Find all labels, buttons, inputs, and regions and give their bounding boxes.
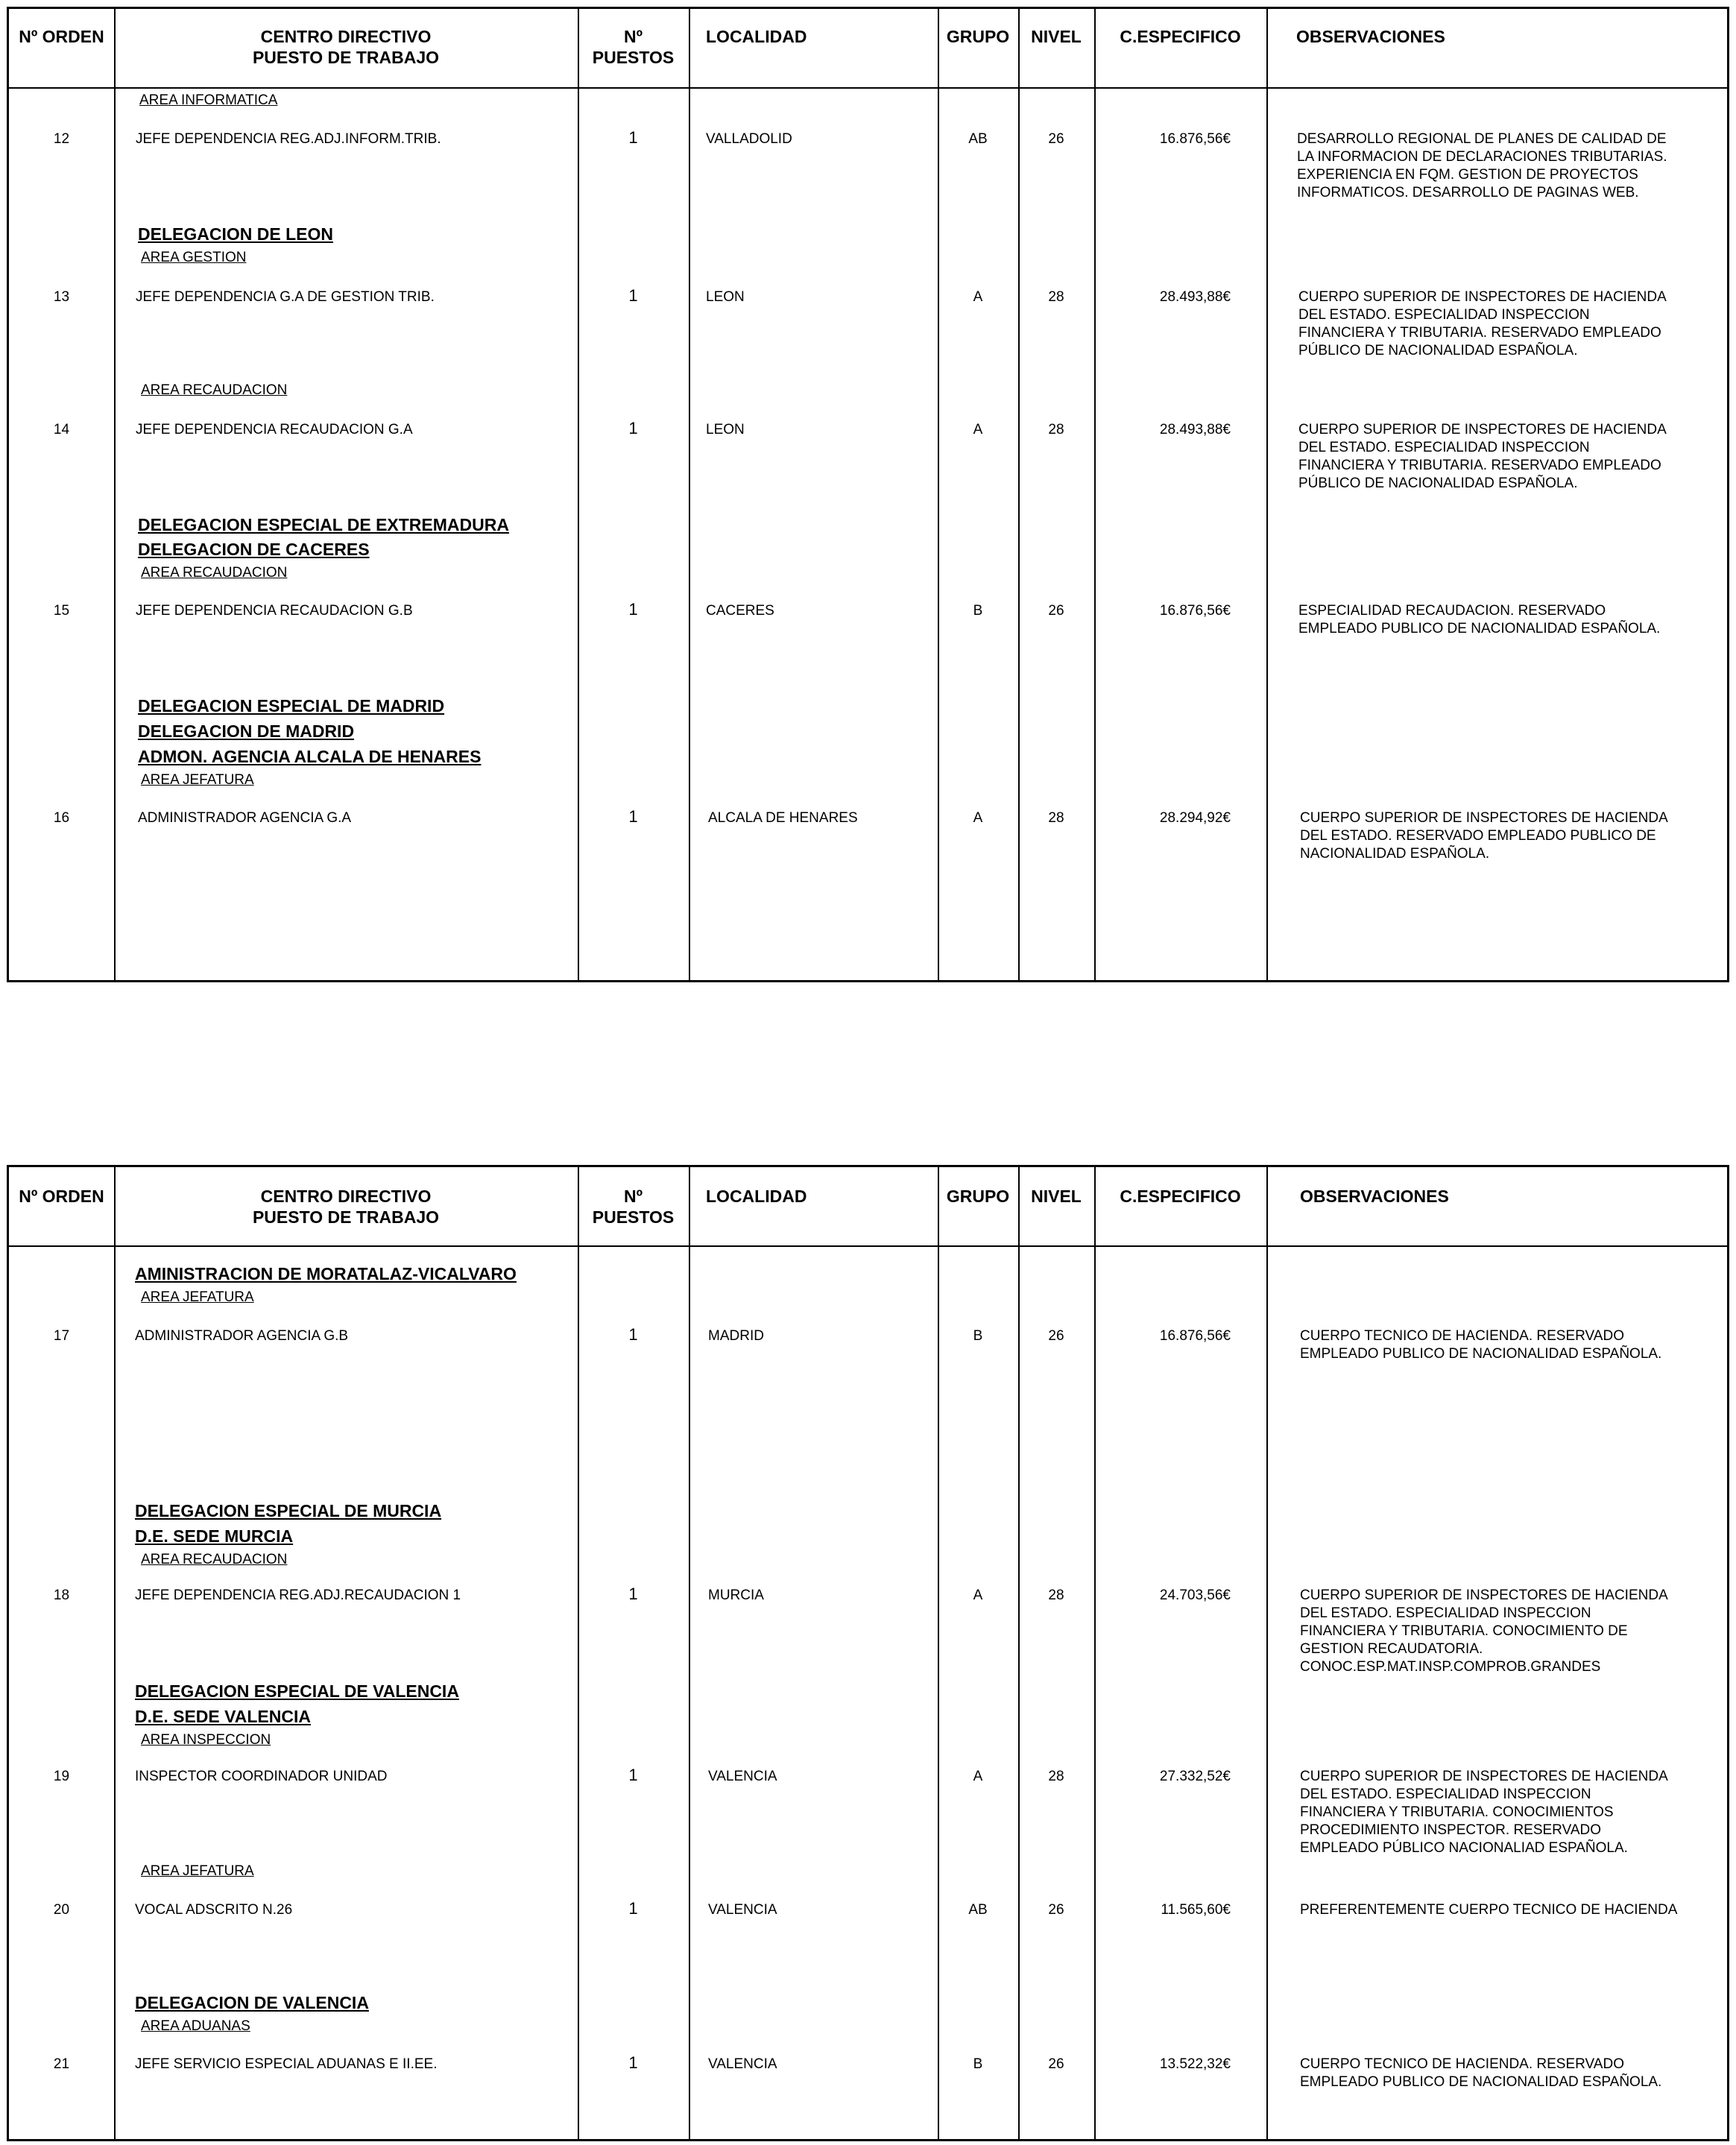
row-puesto: JEFE DEPENDENCIA RECAUDACION G.B xyxy=(136,603,413,619)
row-grupo: A xyxy=(973,422,983,437)
row-nivel: 26 xyxy=(1048,1902,1064,1918)
row-puesto: JEFE DEPENDENCIA RECAUDACION G.A xyxy=(136,422,413,437)
row-puesto: ADMINISTRADOR AGENCIA G.B xyxy=(135,1328,349,1344)
row-grupo: B xyxy=(973,603,983,619)
row-localidad: VALENCIA xyxy=(708,2056,777,2072)
section-title: DELEGACION ESPECIAL DE MURCIA xyxy=(135,1501,442,1520)
header-centro-directivo: CENTRO DIRECTIVO xyxy=(260,1187,432,1206)
header-grupo: GRUPO xyxy=(946,27,1010,46)
row-puesto: JEFE DEPENDENCIA REG.ADJ.INFORM.TRIB. xyxy=(136,131,441,147)
column-divider xyxy=(578,1167,579,2139)
row-observaciones: CUERPO SUPERIOR DE INSPECTORES DE HACIENDA DEL ESTADO. ESPECIALIDAD INSPECCION FINANCIERA Y TRIBUTARIA. CONOCIMIENTOS PROCEDIMIENTO INSPECTOR. RESERVADO EMPLEADO PÚBLICO NACIONALIAD ESPAÑOLA. xyxy=(1300,1769,1668,1856)
row-c-especifico: 28.493,88€ xyxy=(1159,422,1231,437)
section-title: DELEGACION ESPECIAL DE VALENCIA xyxy=(135,1681,459,1701)
area-label: AREA RECAUDACION xyxy=(141,1552,288,1567)
column-divider xyxy=(689,9,690,980)
area-label: AREA RECAUDACION xyxy=(141,382,288,398)
row-puestos: 1 xyxy=(628,1325,638,1344)
row-puestos: 1 xyxy=(628,1899,638,1918)
row-puestos: 1 xyxy=(628,419,638,437)
row-localidad: LEON xyxy=(706,422,745,437)
row-puesto: ADMINISTRADOR AGENCIA G.A xyxy=(138,810,352,826)
section-title: DELEGACION ESPECIAL DE MADRID xyxy=(138,696,445,715)
header-puestos: PUESTOS xyxy=(592,48,675,67)
header-n-puestos: Nº xyxy=(623,27,643,46)
column-divider xyxy=(689,1167,690,2139)
positions-table-2 xyxy=(7,1165,1729,2141)
row-nivel: 26 xyxy=(1048,2056,1064,2072)
row-nivel: 26 xyxy=(1048,603,1064,619)
column-divider xyxy=(1018,1167,1020,2139)
row-puesto: VOCAL ADSCRITO N.26 xyxy=(135,1902,293,1918)
row-puestos: 1 xyxy=(628,1585,638,1603)
row-observaciones: CUERPO SUPERIOR DE INSPECTORES DE HACIENDA DEL ESTADO. ESPECIALIDAD INSPECCION FINANCIERA Y TRIBUTARIA. RESERVADO EMPLEADO PÚBLICO DE NACIONALIDAD ESPAÑOLA. xyxy=(1298,289,1667,358)
column-divider xyxy=(938,1167,939,2139)
header-c-especifico: C.ESPECIFICO xyxy=(1120,1187,1241,1206)
section-title: DELEGACION DE MADRID xyxy=(138,721,355,741)
header-observaciones: OBSERVACIONES xyxy=(1296,27,1445,46)
row-grupo: A xyxy=(973,289,983,305)
row-orden: 15 xyxy=(53,603,70,619)
row-puesto: JEFE SERVICIO ESPECIAL ADUANAS E II.EE. xyxy=(135,2056,438,2072)
row-puestos: 1 xyxy=(628,2053,638,2072)
row-orden: 20 xyxy=(53,1902,70,1918)
header-orden: Nº ORDEN xyxy=(19,1187,104,1206)
header-grupo: GRUPO xyxy=(946,1187,1010,1206)
row-observaciones: PREFERENTEMENTE CUERPO TECNICO DE HACIENDA xyxy=(1300,1902,1678,1918)
row-c-especifico: 11.565,60€ xyxy=(1161,1902,1231,1918)
row-orden: 17 xyxy=(53,1328,70,1344)
row-puestos: 1 xyxy=(628,600,638,619)
header-nivel: NIVEL xyxy=(1031,1187,1082,1206)
area-label: AREA JEFATURA xyxy=(141,1289,254,1305)
area-label: AREA INSPECCION xyxy=(141,1732,271,1748)
row-puestos: 1 xyxy=(628,286,638,305)
section-title: D.E. SEDE MURCIA xyxy=(135,1526,294,1546)
row-localidad: ALCALA DE HENARES xyxy=(708,810,858,826)
header-n-puestos: Nº xyxy=(623,1187,643,1206)
area-label: AREA INFORMATICA xyxy=(139,92,278,108)
row-orden: 18 xyxy=(53,1588,70,1603)
row-c-especifico: 13.522,32€ xyxy=(1159,2056,1231,2072)
row-observaciones: CUERPO SUPERIOR DE INSPECTORES DE HACIENDA DEL ESTADO. ESPECIALIDAD INSPECCION FINANCIERA Y TRIBUTARIA. CONOCIMIENTO DE GESTION RECAUDATORIA. CONOC.ESP.MAT.INSP.COMPROB.GRANDES xyxy=(1300,1588,1668,1675)
row-localidad: LEON xyxy=(706,289,745,305)
section-title: DELEGACION ESPECIAL DE EXTREMADURA xyxy=(138,515,509,534)
row-c-especifico: 16.876,56€ xyxy=(1159,1328,1231,1344)
area-label: AREA GESTION xyxy=(141,250,247,265)
header-c-especifico: C.ESPECIFICO xyxy=(1120,27,1241,46)
row-localidad: MURCIA xyxy=(708,1588,764,1603)
row-grupo: A xyxy=(973,1769,983,1784)
row-orden: 16 xyxy=(53,810,70,826)
header-puesto-trabajo: PUESTO DE TRABAJO xyxy=(252,48,440,67)
row-puestos: 1 xyxy=(628,807,638,826)
area-label: AREA ADUANAS xyxy=(141,2018,250,2034)
row-localidad: MADRID xyxy=(708,1328,764,1344)
row-orden: 19 xyxy=(53,1769,70,1784)
row-grupo: B xyxy=(973,1328,983,1344)
header-localidad: LOCALIDAD xyxy=(706,1187,807,1206)
row-observaciones: CUERPO TECNICO DE HACIENDA. RESERVADO EMPLEADO PUBLICO DE NACIONALIDAD ESPAÑOLA. xyxy=(1300,2056,1662,2090)
section-title: D.E. SEDE VALENCIA xyxy=(135,1707,311,1726)
column-divider xyxy=(578,9,579,980)
row-grupo: A xyxy=(973,1588,983,1603)
row-puesto: JEFE DEPENDENCIA REG.ADJ.RECAUDACION 1 xyxy=(135,1588,461,1603)
row-c-especifico: 16.876,56€ xyxy=(1159,131,1231,147)
column-divider xyxy=(1094,9,1096,980)
row-orden: 12 xyxy=(53,131,70,147)
column-divider xyxy=(1094,1167,1096,2139)
row-nivel: 28 xyxy=(1048,1769,1064,1784)
section-title: AMINISTRACION DE MORATALAZ-VICALVARO xyxy=(135,1264,517,1283)
row-nivel: 26 xyxy=(1048,131,1064,147)
row-nivel: 26 xyxy=(1048,1328,1064,1344)
row-c-especifico: 28.493,88€ xyxy=(1159,289,1231,305)
positions-table-1 xyxy=(7,7,1729,982)
row-c-especifico: 24.703,56€ xyxy=(1159,1588,1231,1603)
section-title: ADMON. AGENCIA ALCALA DE HENARES xyxy=(138,747,482,766)
row-orden: 21 xyxy=(53,2056,70,2072)
section-title: DELEGACION DE CACERES xyxy=(138,540,370,559)
row-grupo: AB xyxy=(968,1902,988,1918)
column-divider xyxy=(1266,1167,1268,2139)
header-centro-directivo: CENTRO DIRECTIVO xyxy=(260,27,432,46)
row-c-especifico: 16.876,56€ xyxy=(1159,603,1231,619)
header-localidad: LOCALIDAD xyxy=(706,27,807,46)
column-divider xyxy=(1018,9,1020,980)
row-puestos: 1 xyxy=(628,1766,638,1784)
area-label: AREA RECAUDACION xyxy=(141,565,288,581)
row-observaciones: CUERPO SUPERIOR DE INSPECTORES DE HACIENDA DEL ESTADO. RESERVADO EMPLEADO PUBLICO DE NACIONALIDAD ESPAÑOLA. xyxy=(1300,810,1668,862)
row-localidad: VALENCIA xyxy=(708,1769,777,1784)
row-puesto: JEFE DEPENDENCIA G.A DE GESTION TRIB. xyxy=(136,289,435,305)
row-orden: 14 xyxy=(53,422,70,437)
row-nivel: 28 xyxy=(1048,810,1064,826)
row-puesto: INSPECTOR COORDINADOR UNIDAD xyxy=(135,1769,388,1784)
row-nivel: 28 xyxy=(1048,422,1064,437)
row-puestos: 1 xyxy=(628,128,638,147)
row-grupo: A xyxy=(973,810,983,826)
row-nivel: 28 xyxy=(1048,289,1064,305)
row-localidad: CACERES xyxy=(706,603,774,619)
row-grupo: AB xyxy=(968,131,988,147)
row-observaciones: DESARROLLO REGIONAL DE PLANES DE CALIDAD DE LA INFORMACION DE DECLARACIONES TRIBUTARIAS. EXPERIENCIA EN FQM. GESTION DE PROYECTOS INFORMATICOS. DESARROLLO DE PAGINAS WEB. xyxy=(1297,131,1667,200)
row-c-especifico: 27.332,52€ xyxy=(1159,1769,1231,1784)
area-label: AREA JEFATURA xyxy=(141,772,254,788)
row-observaciones: ESPECIALIDAD RECAUDACION. RESERVADO EMPLEADO PUBLICO DE NACIONALIDAD ESPAÑOLA. xyxy=(1298,603,1661,636)
column-divider xyxy=(938,9,939,980)
row-observaciones: CUERPO SUPERIOR DE INSPECTORES DE HACIENDA DEL ESTADO. ESPECIALIDAD INSPECCION FINANCIERA Y TRIBUTARIA. RESERVADO EMPLEADO PÚBLICO DE NACIONALIDAD ESPAÑOLA. xyxy=(1298,422,1667,491)
header-puesto-trabajo: PUESTO DE TRABAJO xyxy=(252,1207,440,1227)
row-localidad: VALLADOLID xyxy=(706,131,792,147)
section-title: DELEGACION DE LEON xyxy=(138,224,333,244)
area-label: AREA JEFATURA xyxy=(141,1863,254,1879)
row-observaciones: CUERPO TECNICO DE HACIENDA. RESERVADO EMPLEADO PUBLICO DE NACIONALIDAD ESPAÑOLA. xyxy=(1300,1328,1662,1362)
row-c-especifico: 28.294,92€ xyxy=(1159,810,1231,826)
row-grupo: B xyxy=(973,2056,983,2072)
column-divider xyxy=(114,1167,116,2139)
header-puestos: PUESTOS xyxy=(592,1207,675,1227)
column-divider xyxy=(1266,9,1268,980)
header-observaciones: OBSERVACIONES xyxy=(1300,1187,1449,1206)
section-title: DELEGACION DE VALENCIA xyxy=(135,1993,369,2012)
row-orden: 13 xyxy=(53,289,70,305)
row-nivel: 28 xyxy=(1048,1588,1064,1603)
column-divider xyxy=(114,9,116,980)
header-orden: Nº ORDEN xyxy=(19,27,104,46)
header-nivel: NIVEL xyxy=(1031,27,1082,46)
row-localidad: VALENCIA xyxy=(708,1902,777,1918)
